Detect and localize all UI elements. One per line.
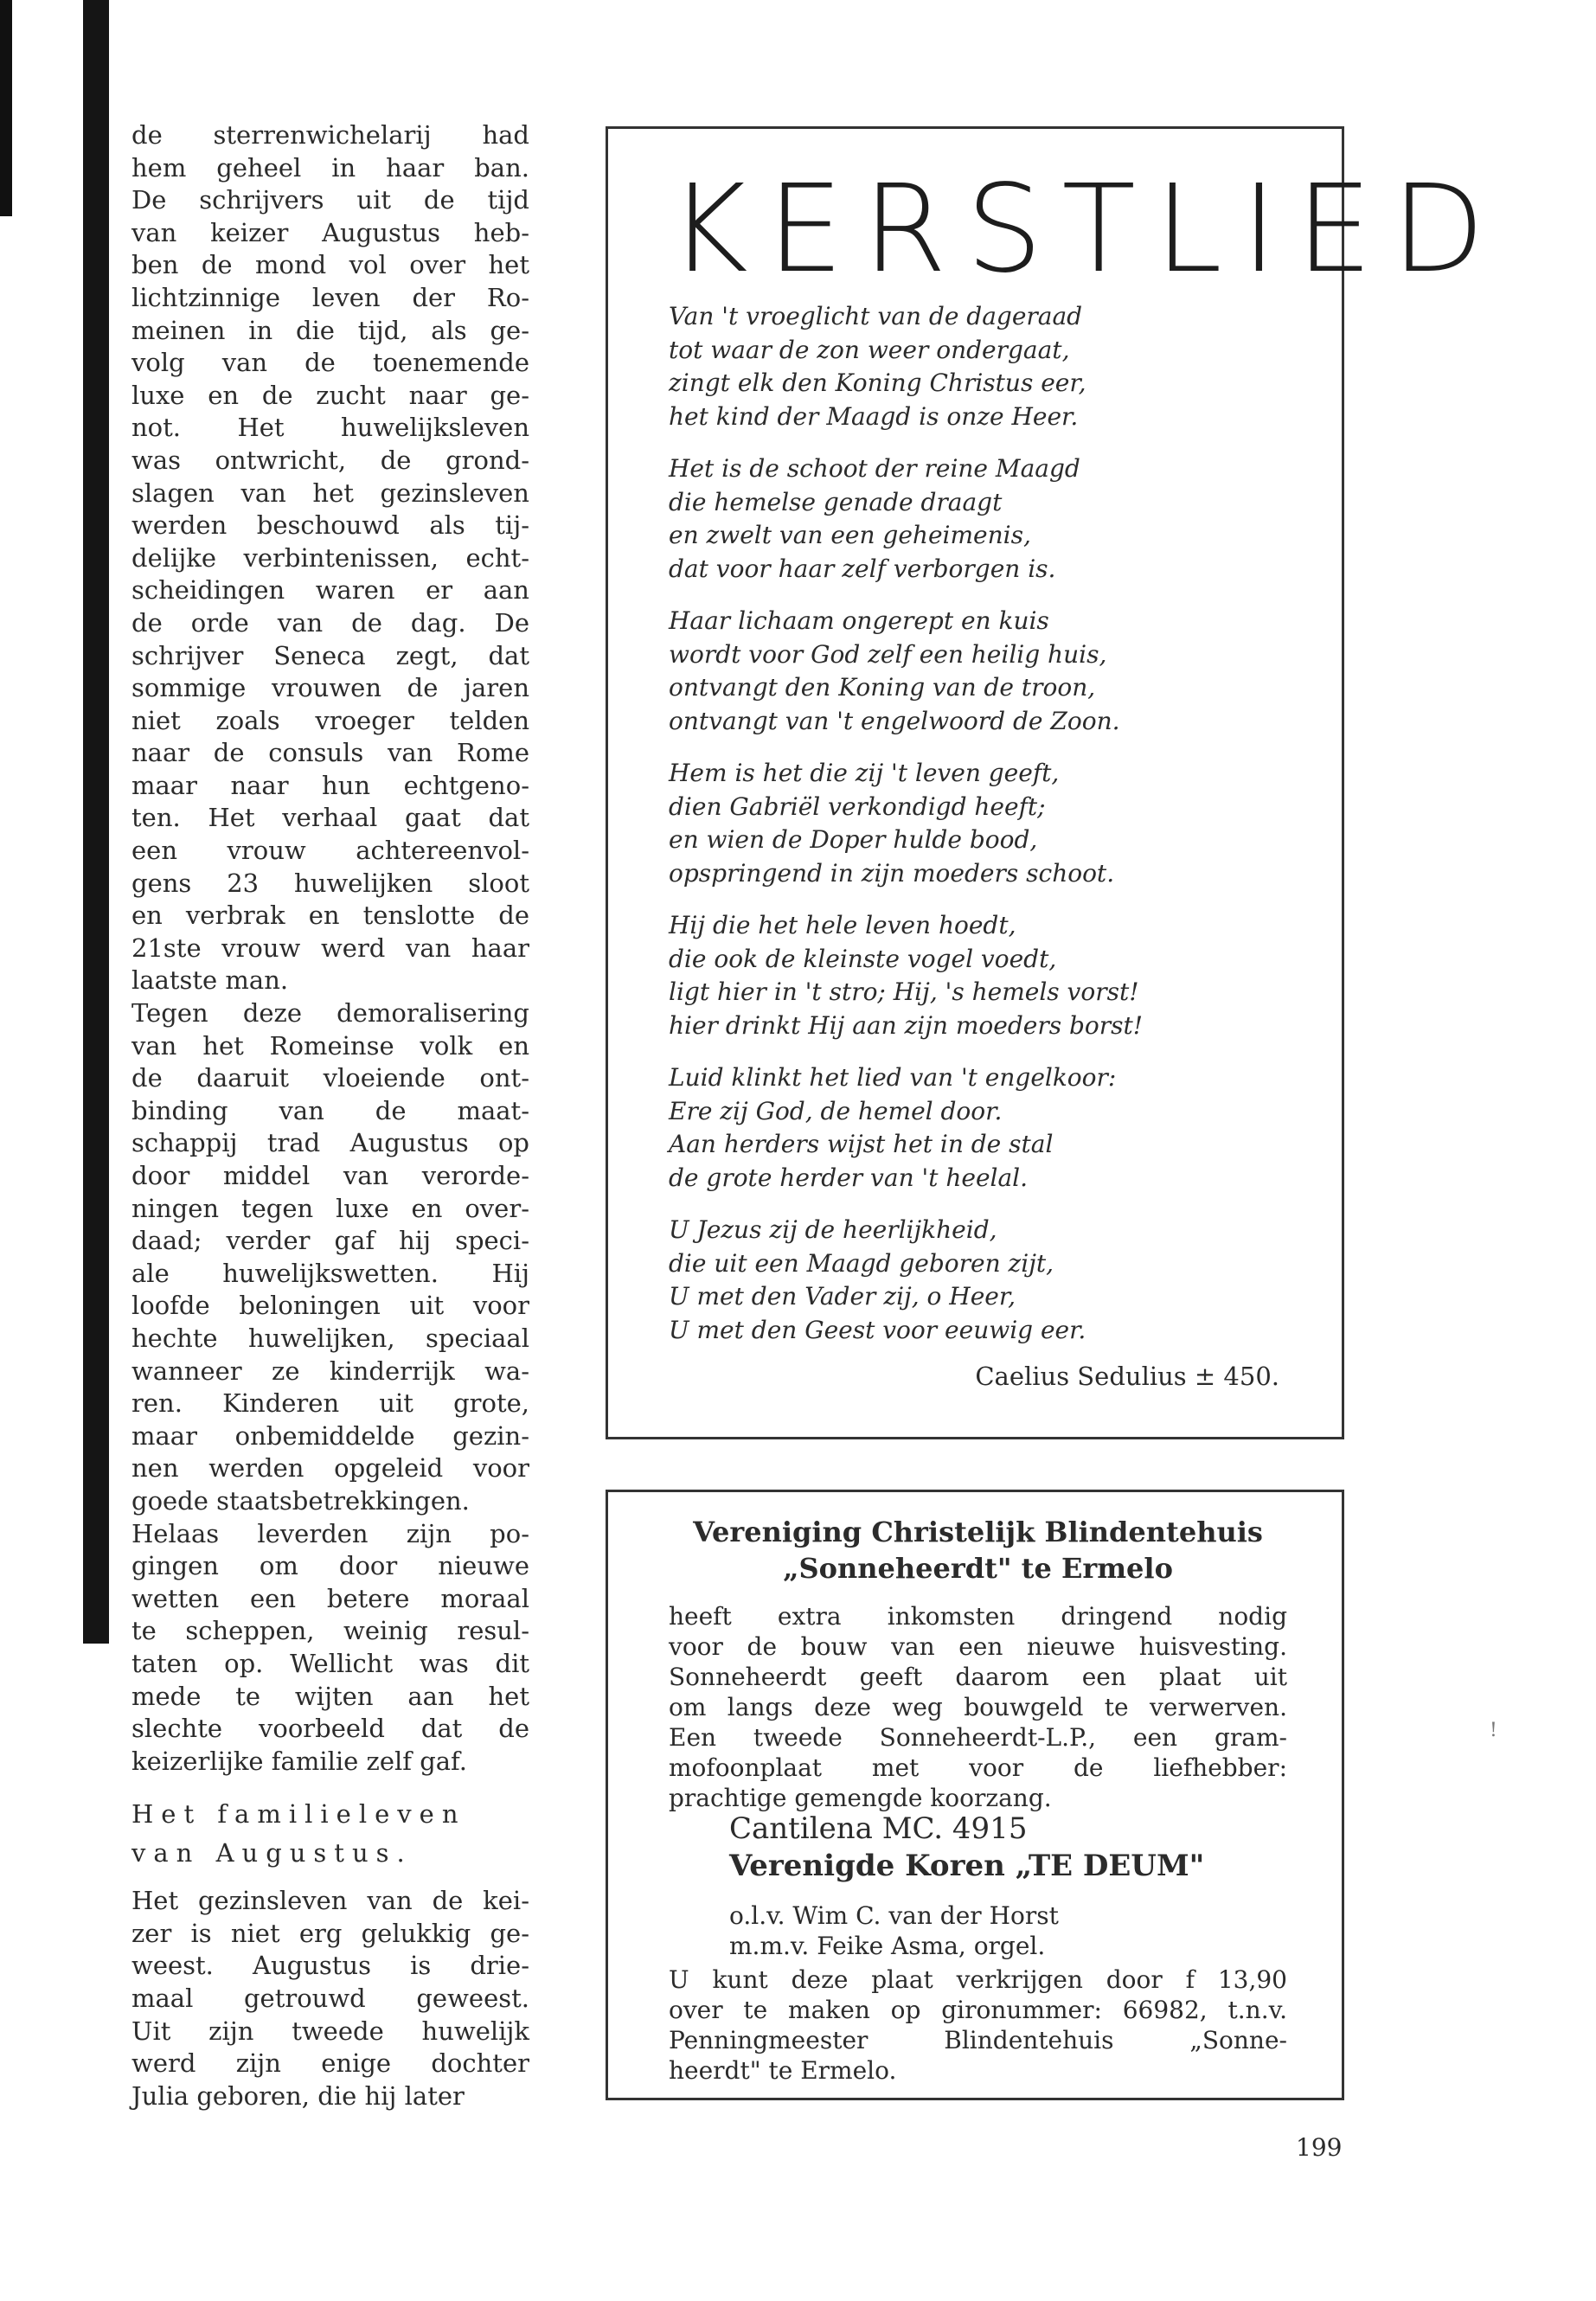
poem-stanza [669,605,1292,738]
heading-line: Het familieleven [131,1799,466,1830]
text-line: volg van de toenemende [131,348,529,378]
poem-line: de grote herder van 't heelal. [669,1163,1029,1192]
record-credits [729,1900,1287,1961]
page-number: 199 [1296,2133,1343,2162]
text-line: De schrijvers uit de tijd [131,185,529,215]
poem-line: ontvangt den Koning van de troon, [669,673,1096,702]
poem-line: tot waar de zon weer ondergaat, [669,335,1070,364]
poem-line: U met den Vader zij, o Heer, [669,1282,1016,1311]
text-line: van het Romeinse volk en [131,1030,529,1061]
text-line: werden beschouwd als tij- [131,510,529,541]
record-subtitle: Verenigde Koren „TE DEUM" [729,1849,1205,1883]
text-line: ten. Het verhaal gaat dat [131,803,529,833]
poem-line: Luid klinkt het lied van 't engelkoor: [669,1063,1117,1092]
poem-line: Aan herders wijst het in de stal [669,1130,1054,1158]
poem-line: die hemelse genade draagt [669,487,1003,516]
text-line: ningen tegen luxe en over- [131,1193,529,1223]
text-line: te scheppen, weinig resul- [131,1616,529,1646]
poem-stanza [669,452,1292,586]
text-line: hem geheel in haar ban. [131,152,529,183]
text-line: was ontwricht, de grond- [131,445,529,475]
poem-line: het kind der Maagd is onze Heer. [669,401,1079,431]
text-line: slechte voorbeeld dat de [131,1714,529,1744]
advertisement-title-line: „Sonneheerdt" te Ermelo [783,1552,1173,1585]
advertisement-box [606,1490,1344,2100]
text-line: schrijver Seneca zegt, dat [131,640,529,670]
poem-stanza [669,1061,1292,1195]
text-line: not. Het huwelijksleven [131,413,529,443]
text-line: maal getrouwd geweest. [131,1984,529,2014]
advertisement-line: heeft extra inkomsten dringend nodig [669,1602,1287,1631]
text-line: loofde beloningen uit voor [131,1291,529,1321]
text-line: laatste man. [131,965,289,996]
article-paragraph-2 [131,997,529,1518]
text-line: Uit zijn tweede huwelijk [131,2016,529,2046]
advertisement-footer [669,1965,1287,2086]
section-heading [131,1795,529,1873]
advertisement-footer-line: Penningmeester Blindentehuis „Sonne- [669,2026,1287,2054]
poem-line: Het is de schoot der reine Maagd [669,454,1080,483]
poem-line: die ook de kleinste vogel voedt, [669,944,1057,973]
poem-line: Hij die het hele leven hoedt, [669,911,1016,939]
credit-line: o.l.v. Wim C. van der Horst [729,1901,1059,1930]
poem-line: Hem is het die zij 't leven geeft, [669,759,1060,787]
text-line: de daaruit vloeiende ont- [131,1063,529,1093]
text-line: de sterrenwichelarij had [131,120,529,150]
text-line: taten op. Wellicht was dit [131,1648,529,1678]
text-line: Tegen deze demoralisering [131,998,529,1029]
heading-line: van Augustus. [131,1838,413,1868]
article-paragraph-1 [131,119,529,997]
text-line: delijke verbintenissen, echt- [131,542,529,573]
advertisement-footer-line: U kunt deze plaat verkrijgen door f 13,90 [669,1965,1287,1994]
text-line: zer is niet erg gelukkig ge- [131,1918,529,1948]
text-line: binding van de maat- [131,1095,529,1125]
text-line: Julia geboren, die hij later [131,2080,465,2111]
text-line: de orde van de dag. De [131,607,529,638]
poem-line: en wien de Doper hulde bood, [669,825,1038,854]
text-line: door middel van verorde- [131,1161,529,1190]
poem-stanza [669,909,1292,1042]
poem-line: wordt voor God zelf een heilig huis, [669,639,1107,669]
poem-line: ligt hier in 't stro; Hij, 's hemels vorst! [669,977,1139,1006]
poem-title: KERSTLIED [669,159,1504,300]
poem-box [606,126,1504,1439]
poem-stanza [669,300,1292,433]
text-line: van keizer Augustus heb- [131,217,529,247]
advertisement-title [669,1514,1287,1586]
text-line: ben de mond vol over het [131,250,529,280]
text-line: maar naar hun echtgeno- [131,770,529,800]
article-column [131,119,529,2112]
text-line: gens 23 huwelijken sloot [131,868,529,898]
text-line: ren. Kinderen uit grote, [131,1388,529,1419]
text-line: meinen in die tijd, als ge- [131,315,529,345]
poem-line: Ere zij God, de hemel door. [669,1096,1003,1125]
text-line: gingen om door nieuwe [131,1551,529,1581]
text-line: slagen van het gezinsleven [131,478,529,508]
margin-mark: ! [1490,1720,1497,1741]
poem-line: Van 't vroeglicht van de dageraad [669,302,1083,330]
advertisement-line: voor de bouw van een nieuwe huisvesting. [669,1632,1287,1661]
poem-line: ontvangt van 't engelwoord de Zoon. [669,706,1120,735]
poem-line: U met den Geest voor eeuwig eer. [669,1315,1086,1344]
text-line: naar de consuls van Rome [131,738,529,768]
text-line: hechte huwelijken, speciaal [131,1323,529,1353]
advertisement-line: mofoonplaat met voor de liefhebber: [669,1753,1287,1782]
text-line: een vrouw achtereenvol- [131,836,529,866]
binding-edge [0,0,12,216]
poem-line: zingt elk den Koning Christus eer, [669,369,1086,397]
text-line: lichtzinnige leven der Ro- [131,282,529,312]
advertisement-footer-line: heerdt" te Ermelo. [669,2056,897,2085]
article-paragraph-3 [131,1518,529,1779]
article-paragraph-4 [131,1885,529,2112]
poem-line: opspringend in zijn moeders schoot. [669,858,1115,888]
advertisement-line: om langs deze weg bouwgeld te verwerven. [669,1693,1287,1721]
text-line: goede staatsbetrekkingen. [131,1485,470,1516]
poem-line: dat voor haar zelf verborgen is. [669,554,1056,583]
text-line: nen werden opgeleid voor [131,1453,529,1484]
advertisement-title-line: Vereniging Christelijk Blindentehuis [693,1516,1263,1548]
text-line: 21ste vrouw werd van haar [131,933,529,963]
text-line: daad; verder gaf hij speci- [131,1226,529,1256]
text-line: werd zijn enige dochter [131,2048,529,2079]
text-line: wanneer ze kinderrijk wa- [131,1356,529,1386]
poem-line: en zwelt van een geheimenis, [669,521,1031,549]
text-line: sommige vrouwen de jaren [131,673,529,703]
poem-line: die uit een Maagd geboren zijt, [669,1248,1054,1278]
text-line: Helaas leverden zijn po- [131,1518,529,1548]
poem-stanza [669,1214,1292,1347]
poem-text [669,300,1292,1366]
text-line: wetten een betere moraal [131,1583,529,1613]
poem-line: dien Gabriël verkondigd heeft; [669,792,1046,821]
record-info [729,1811,1287,1885]
record-title: Cantilena MC. 4915 [729,1811,1028,1846]
advertisement-body [669,1601,1287,1813]
text-line: schappij trad Augustus op [131,1128,529,1158]
text-line: luxe en de zucht naar ge- [131,380,529,410]
text-line: niet zoals vroeger telden [131,705,529,735]
text-line: ale huwelijkswetten. Hij [131,1258,529,1288]
binding-shadow [83,0,109,1644]
poem-attribution: Caelius Sedulius ± 450. [975,1362,1279,1391]
credit-line: m.m.v. Feike Asma, orgel. [729,1932,1046,1960]
advertisement-line: prachtige gemengde koorzang. [669,1784,1052,1812]
text-line: mede te wijten aan het [131,1681,529,1711]
poem-stanza [669,757,1292,890]
advertisement-footer-line: over te maken op gironummer: 66982, t.n.v. [669,1996,1287,2024]
text-line: keizerlijke familie zelf gaf. [131,1746,467,1776]
text-line: maar onbemiddelde gezin- [131,1420,529,1451]
text-line: weest. Augustus is drie- [131,1951,529,1981]
text-line: en verbrak en tenslotte de [131,901,529,931]
text-line: scheidingen waren er aan [131,575,529,606]
text-line: Het gezinsleven van de kei- [131,1886,529,1916]
advertisement-line: Een tweede Sonneheerdt-L.P., een gram- [669,1723,1287,1752]
poem-line: Haar lichaam ongerept en kuis [669,606,1049,635]
advertisement-line: Sonneheerdt geeft daarom een plaat uit [669,1663,1287,1691]
poem-line: U Jezus zij de heerlijkheid, [669,1215,997,1244]
poem-line: hier drinkt Hij aan zijn moeders borst! [669,1010,1144,1040]
